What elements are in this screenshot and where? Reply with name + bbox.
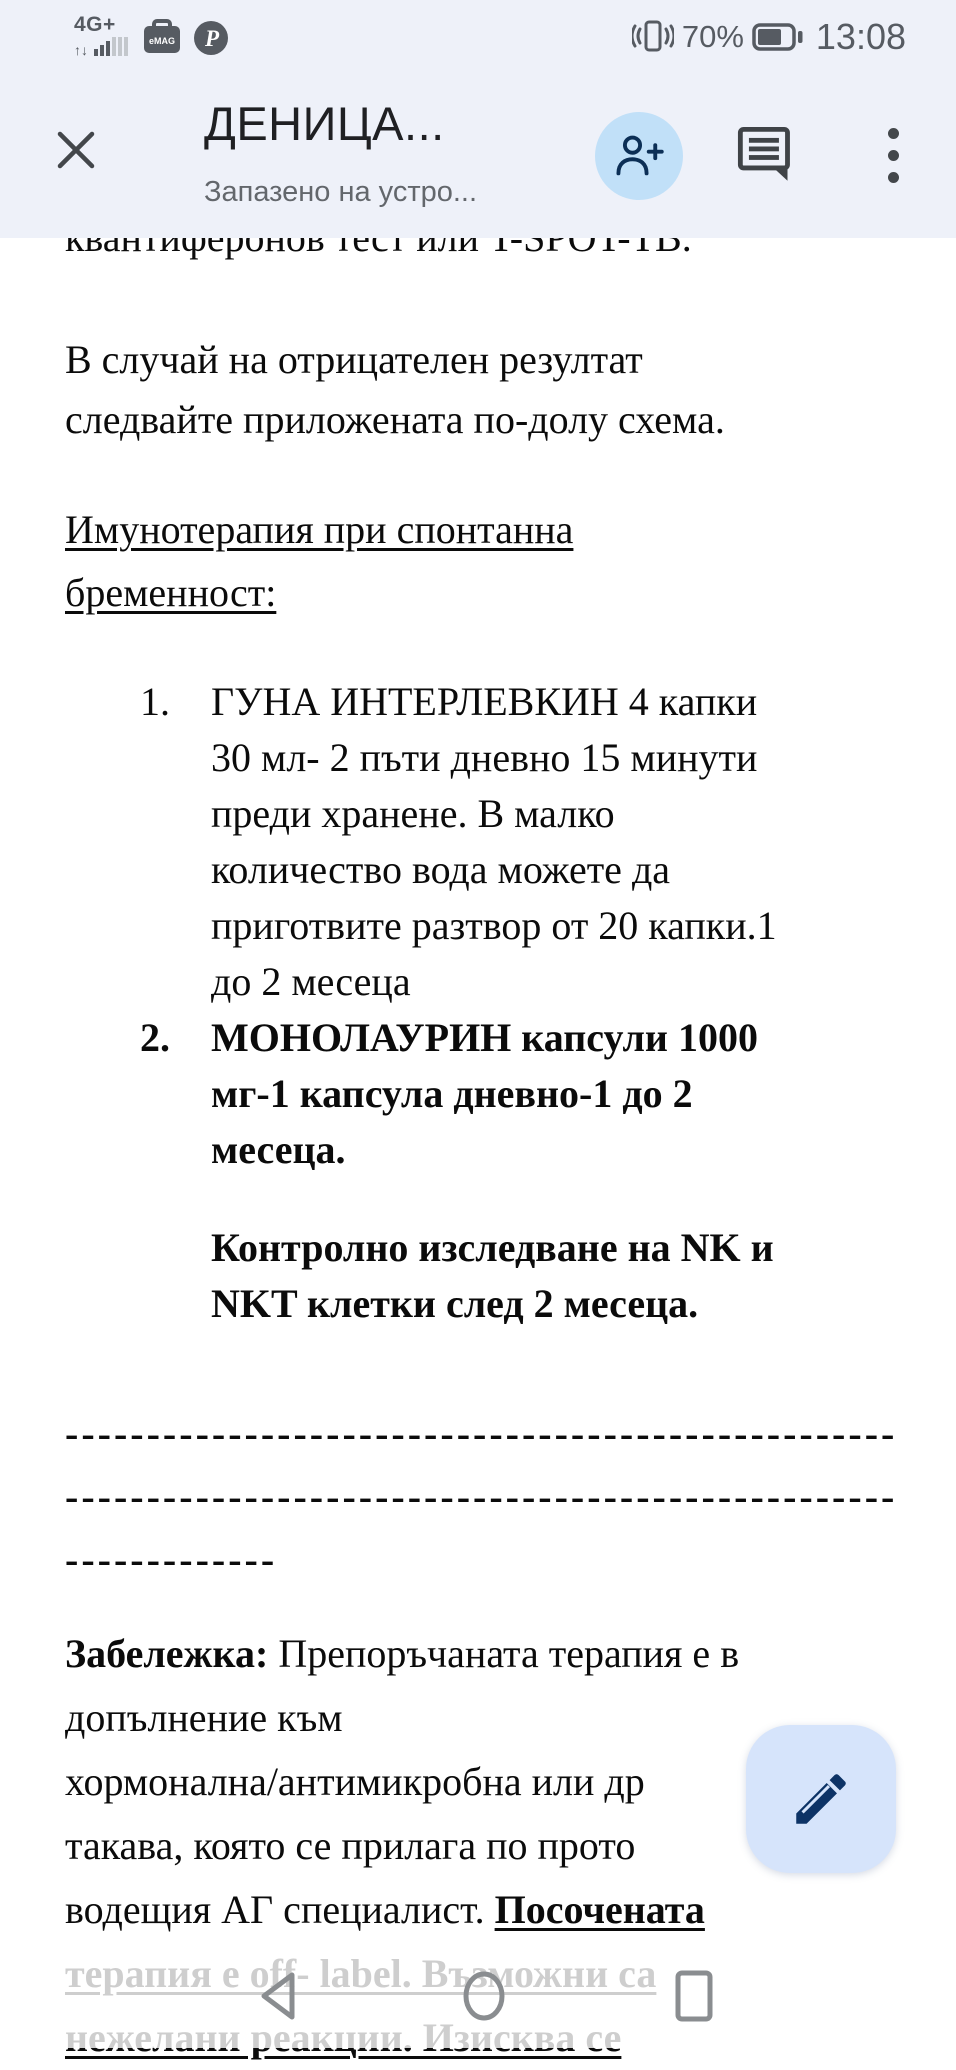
network-type-label: 4G+ [74,13,116,36]
doc-text: В случай на отрицателен резултат [65,337,643,382]
doc-text: такава, която се прилага по прото [65,1823,636,1868]
doc-text: ------------- [65,1537,278,1582]
battery-icon [752,19,804,55]
doc-text: допълнение към [65,1695,343,1740]
signal-bars-icon [74,35,132,57]
svg-text:eMAG: eMAG [148,36,176,46]
person-add-icon [613,130,665,182]
doc-text: мг-1 капсула дневно-1 до 2 [211,1071,693,1116]
doc-text: месеца. [211,1127,346,1172]
status-bar-right [632,16,906,58]
app-header [0,0,956,238]
emag-app-icon [142,17,182,57]
doc-text: МОНОЛАУРИН капсули 1000 [211,1015,758,1060]
doc-line [65,1220,916,1276]
nav-back-button[interactable] [254,1968,300,2024]
share-button[interactable] [595,112,683,200]
doc-text: Препоръчаната терапия е в [268,1631,740,1676]
overflow-dot [888,128,899,139]
doc-text: следвайте приложената по-долу схема. [65,397,725,442]
vibrate-icon [632,17,674,57]
doc-line [65,498,916,561]
doc-text: --------------------------------------------------- [65,1411,898,1456]
overflow-dot [888,172,899,183]
doc-line [65,1066,916,1122]
battery-percent-label: 70% [681,19,744,54]
doc-text: Посочената [494,1887,705,1932]
pinterest-app-icon [192,19,230,57]
comments-button[interactable] [735,124,795,184]
overflow-dot [888,150,899,161]
doc-line [65,1402,916,1465]
doc-line [65,1622,916,1686]
doc-text: приготвите разтвор от 20 капки.1 [211,903,777,948]
doc-line [65,1010,916,1066]
doc-line [65,898,916,954]
doc-text: преди хранене. В малко [211,791,615,836]
doc-line [65,674,916,730]
list-number: 1. [140,679,170,724]
comments-icon [735,124,795,184]
pencil-icon [788,1766,854,1832]
status-bar-left [74,14,230,57]
doc-line [65,1528,916,1591]
network-indicator [74,14,132,57]
doc-text: Контролно изследване на NK и [211,1225,774,1270]
document-title: ДЕНИЦА... [204,97,445,150]
doc-text: до 2 месеца [211,959,411,1004]
doc-line [65,1122,916,1178]
doc-text: хормонална/антимикробна или др [65,1759,645,1804]
android-nav-bar [0,1952,956,2048]
doc-text: количество вода можете да [211,847,671,892]
doc-line [65,1465,916,1528]
doc-line [65,561,916,624]
overflow-menu-button[interactable] [876,122,910,188]
doc-text: --------------------------------------------------- [65,1474,898,1519]
doc-line [65,1878,916,1942]
doc-line [65,1276,916,1332]
network-arrows: ↑↓ [74,42,88,57]
doc-line [65,842,916,898]
doc-line [65,330,916,390]
doc-text: Имунотерапия при спонтанна [65,507,574,552]
svg-text:P: P [205,26,220,51]
list-number: 2. [140,1015,170,1060]
doc-text: ГУНА ИНТЕРЛЕВКИН 4 капки [211,679,758,724]
doc-line [65,390,916,450]
nav-recents-button[interactable] [672,1968,716,2024]
clock-label: 13:08 [815,16,906,57]
close-button[interactable] [52,126,100,174]
doc-text: NKT клетки след 2 месеца. [211,1281,699,1326]
doc-text: Забележка: [65,1631,269,1676]
doc-line [65,954,916,1010]
doc-text: 30 мл- 2 пъти дневно 15 минути [211,735,758,780]
close-icon [52,126,100,174]
edit-fab-button[interactable] [746,1725,896,1873]
doc-text: водещия АГ специалист. [65,1887,495,1932]
nav-home-button[interactable] [460,1968,508,2024]
doc-line [65,730,916,786]
doc-line [65,786,916,842]
save-status-label: Запазено на устро... [204,176,478,208]
doc-text: бременност: [65,570,277,615]
